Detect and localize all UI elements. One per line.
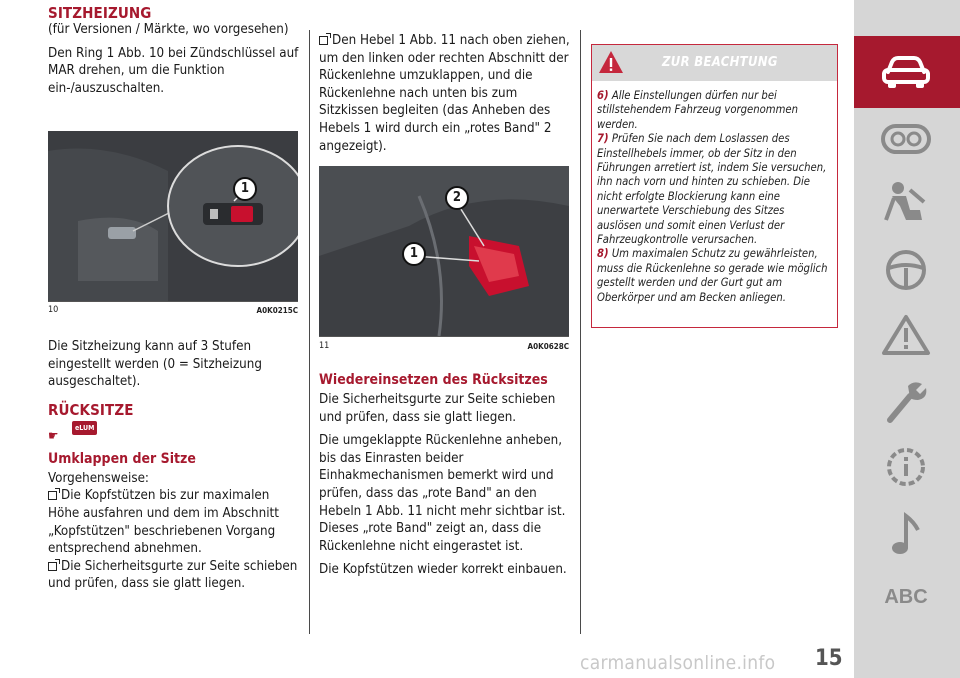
paragraph-ring: Den Ring 1 Abb. 10 bei Zündschlüssel auf MAR drehen, um die Funktion ein-/auszuschalten. <box>48 45 299 96</box>
callout-1: 1 <box>402 242 426 266</box>
bullet-sicherheitsgurte: Die Sicherheitsgurte zur Seite schieben und prüfen, dass sie glatt liegen. <box>48 558 298 592</box>
steering-wheel-icon[interactable] <box>880 248 932 292</box>
warning-body <box>592 81 837 305</box>
figure-divider <box>48 301 298 302</box>
paragraph-rueckenlehne: Die umgeklappte Rückenlehne anheben, bis das Einrasten beider Einhakmechanismen bemerkt wird und prüfen, dass das „rote Band" an den Hebeln 1 Abb. 11 nicht mehr sichtbar ist. Dieses „rote Band" zeigt an, dass die Rückenlehne nicht eingerastet ist. <box>319 433 566 554</box>
column-divider-1 <box>309 30 310 634</box>
abc-icon[interactable]: ABC <box>884 586 928 608</box>
callout-1: 1 <box>233 177 257 201</box>
figure-code: A0K0628C <box>527 342 569 351</box>
bullet-hebel: Den Hebel 1 Abb. 11 nach oben ziehen, um den linken oder rechten Abschnitt der Rückenlehne umzuklappen, und die Rückenlehne nach unten bis zum Sitzkissen begleiten (das Anheben des Hebels 1 wird durch ein „rotes Band" 2 angezeigt). <box>319 33 570 154</box>
wrench-icon[interactable] <box>880 378 932 424</box>
dashboard-icon[interactable] <box>880 122 932 156</box>
car-icon[interactable] <box>880 52 932 90</box>
heading-ruecksitze: RÜCKSITZE <box>48 400 134 419</box>
watermark: carmanualsonline.info <box>580 652 776 674</box>
rear-seat-lever-illustration <box>319 166 569 336</box>
figure-divider <box>319 336 569 337</box>
warning-item-8: 8) Um maximalen Schutz zu gewährleisten, muss die Rückenlehne so gerade wie möglich gestellt werden und der Gurt gut am Oberkörper und am Becken anliegen. <box>597 247 828 304</box>
callout-2: 2 <box>445 186 469 210</box>
warning-item-6: 6) Alle Einstellungen dürfen nur bei stillstehendem Fahrzeug vorgenommen werden. <box>597 89 798 131</box>
column-divider-2 <box>580 30 581 634</box>
figure-11 <box>319 166 569 336</box>
info-gear-icon[interactable] <box>880 444 932 490</box>
figure-code: A0K0215C <box>256 306 298 315</box>
warning-triangle-icon[interactable] <box>880 314 932 356</box>
checkbox-bullet-icon <box>319 36 328 45</box>
seatbelt-person-icon[interactable] <box>880 180 932 224</box>
paragraph-vorgehensweise: Vorgehensweise: <box>48 470 149 486</box>
warning-box <box>591 44 838 328</box>
hand-pointer-icon: ☛ <box>48 428 59 444</box>
figure-11-caption <box>319 341 569 351</box>
figure-number: 11 <box>319 341 330 351</box>
bullet-kopfstuetzen: Die Kopfstützen bis zur maximalen Höhe ausfahren und dem im Abschnitt „Kopfstützen" beschriebenen Vorgang entsprechend abnehmen. <box>48 488 279 557</box>
elum-badge: eLUM <box>72 421 97 435</box>
paragraph-gurte: Die Sicherheitsgurte zur Seite schieben und prüfen, dass sie glatt liegen. <box>319 392 556 425</box>
warning-header <box>592 45 837 81</box>
warning-triangle-icon <box>598 49 624 75</box>
checkbox-bullet-icon <box>48 491 57 500</box>
page-number: 15 <box>815 646 843 671</box>
variant-marker <box>48 425 300 443</box>
subheading-wiedereinsetzen: Wiedereinsetzen des Rücksitzes <box>319 372 548 388</box>
heading-sitzheizung: SITZHEIZUNG <box>48 4 152 22</box>
figure-number: 10 <box>48 305 59 315</box>
paragraph-stufen: Die Sitzheizung kann auf 3 Stufen eingestellt werden (0 = Sitzheizung ausgeschaltet). <box>48 339 262 390</box>
music-note-icon[interactable] <box>880 512 932 556</box>
subheading-umklappen: Umklappen der Sitze <box>48 450 196 467</box>
figure-10 <box>48 131 298 301</box>
checkbox-bullet-icon <box>48 562 57 571</box>
warning-title: ZUR BEACHTUNG <box>662 55 778 70</box>
paragraph-versions: (für Versionen / Märkte, wo vorgesehen) <box>48 22 289 37</box>
seat-heating-illustration <box>48 131 298 301</box>
warning-item-7: 7) Prüfen Sie nach dem Loslassen des Einstellhebels immer, ob der Sitz in den Führungen arretiert ist, indem Sie versuchen, ihn nach vorn und hinten zu schieben. Die nicht erfolgte Blockierung kann eine unerwartete Verschiebung des Sitzes auslösen und somit einen Verlust der Fahrzeugkontrolle verursachen. <box>597 132 827 247</box>
paragraph-kopfstuetzen: Die Kopfstützen wieder korrekt einbauen. <box>319 562 567 578</box>
figure-10-caption <box>48 305 298 315</box>
